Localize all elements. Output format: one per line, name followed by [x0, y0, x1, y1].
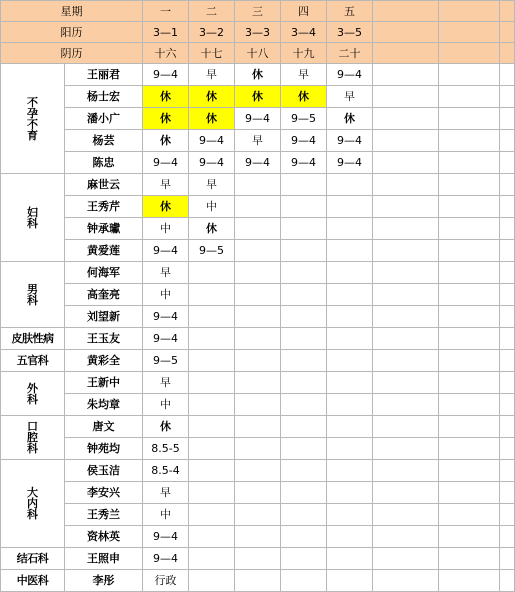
shift-cell: 休	[327, 108, 373, 130]
empty-cell	[439, 174, 500, 196]
empty-cell	[373, 240, 439, 262]
empty-cell	[500, 152, 515, 174]
empty-cell	[373, 284, 439, 306]
empty-cell	[439, 570, 500, 592]
shift-cell	[235, 570, 281, 592]
shift-cell	[281, 460, 327, 482]
doctor-name: 王新中	[65, 372, 143, 394]
doctor-name: 麻世云	[65, 174, 143, 196]
empty-cell	[500, 548, 515, 570]
shift-cell	[281, 372, 327, 394]
shift-cell: 早	[143, 174, 189, 196]
empty-cell	[500, 218, 515, 240]
empty-cell	[373, 64, 439, 86]
shift-cell: 9—5	[189, 240, 235, 262]
shift-cell	[327, 174, 373, 196]
shift-cell: 9—4	[143, 526, 189, 548]
empty-cell	[373, 306, 439, 328]
empty-cell	[500, 416, 515, 438]
department-name: 口 腔 科	[1, 416, 65, 460]
table-row	[1, 152, 515, 174]
shift-cell: 早	[143, 372, 189, 394]
shift-cell: 早	[327, 86, 373, 108]
empty-cell	[500, 284, 515, 306]
table-row	[1, 526, 515, 548]
shift-cell	[281, 438, 327, 460]
shift-cell	[235, 174, 281, 196]
empty-cell	[373, 1, 439, 22]
lunar-date-cell: 二十	[327, 43, 373, 64]
shift-cell: 休	[235, 64, 281, 86]
empty-cell	[373, 372, 439, 394]
empty-cell	[439, 504, 500, 526]
shift-cell: 9—5	[143, 350, 189, 372]
solar-date-cell: 3—1	[143, 22, 189, 43]
shift-cell: 8.5-5	[143, 438, 189, 460]
shift-cell: 9—4	[281, 152, 327, 174]
shift-cell	[281, 240, 327, 262]
shift-cell	[189, 482, 235, 504]
table-row	[1, 196, 515, 218]
empty-cell	[373, 262, 439, 284]
empty-cell	[439, 526, 500, 548]
department-name: 结石科	[1, 548, 65, 570]
shift-cell	[189, 570, 235, 592]
shift-cell: 9—4	[189, 130, 235, 152]
shift-cell	[235, 372, 281, 394]
table-row	[1, 174, 515, 196]
shift-cell	[281, 306, 327, 328]
shift-cell: 休	[189, 86, 235, 108]
shift-cell: 9—4	[281, 130, 327, 152]
doctor-name: 潘小广	[65, 108, 143, 130]
empty-cell	[500, 460, 515, 482]
solar-date-cell: 3—3	[235, 22, 281, 43]
lunar-date-cell: 十七	[189, 43, 235, 64]
lunar-header-row	[1, 43, 515, 64]
shift-cell: 中	[143, 218, 189, 240]
weekday-cell: 二	[189, 1, 235, 22]
doctor-name: 钟苑均	[65, 438, 143, 460]
empty-cell	[500, 482, 515, 504]
shift-cell	[281, 570, 327, 592]
empty-cell	[500, 262, 515, 284]
shift-cell	[235, 438, 281, 460]
solar-label: 阳历	[1, 22, 143, 43]
empty-cell	[439, 1, 500, 22]
shift-cell: 早	[143, 482, 189, 504]
shift-cell	[281, 526, 327, 548]
shift-cell: 早	[235, 130, 281, 152]
department-name: 大 内 科	[1, 460, 65, 548]
shift-cell	[235, 504, 281, 526]
shift-cell: 9—4	[235, 108, 281, 130]
shift-cell	[327, 460, 373, 482]
shift-cell: 9—4	[327, 64, 373, 86]
solar-date-cell: 3—4	[281, 22, 327, 43]
doctor-name: 王玉友	[65, 328, 143, 350]
shift-cell	[189, 526, 235, 548]
shift-cell: 休	[143, 196, 189, 218]
shift-cell	[327, 350, 373, 372]
empty-cell	[373, 22, 439, 43]
shift-cell	[327, 262, 373, 284]
empty-cell	[500, 64, 515, 86]
shift-cell	[281, 416, 327, 438]
shift-cell: 早	[143, 262, 189, 284]
shift-cell	[189, 394, 235, 416]
empty-cell	[500, 1, 515, 22]
empty-cell	[439, 218, 500, 240]
solar-header-row	[1, 22, 515, 43]
table-row	[1, 548, 515, 570]
shift-cell: 早	[189, 64, 235, 86]
empty-cell	[439, 306, 500, 328]
shift-cell	[281, 482, 327, 504]
empty-cell	[373, 416, 439, 438]
shift-cell	[235, 482, 281, 504]
empty-cell	[439, 130, 500, 152]
empty-cell	[500, 196, 515, 218]
doctor-name: 杨芸	[65, 130, 143, 152]
shift-cell: 9—4	[235, 152, 281, 174]
department-name: 不 孕 不 育	[1, 64, 65, 174]
doctor-name: 何海军	[65, 262, 143, 284]
doctor-name: 黄彩全	[65, 350, 143, 372]
empty-cell	[500, 86, 515, 108]
shift-cell: 中	[143, 394, 189, 416]
shift-cell	[327, 526, 373, 548]
empty-cell	[439, 460, 500, 482]
empty-cell	[373, 196, 439, 218]
table-row	[1, 64, 515, 86]
weekday-cell: 三	[235, 1, 281, 22]
shift-cell	[327, 504, 373, 526]
empty-cell	[439, 43, 500, 64]
shift-cell	[327, 372, 373, 394]
table-row	[1, 350, 515, 372]
empty-cell	[373, 350, 439, 372]
shift-cell	[281, 174, 327, 196]
shift-cell	[189, 306, 235, 328]
empty-cell	[373, 570, 439, 592]
solar-date-cell: 3—5	[327, 22, 373, 43]
weekday-cell: 一	[143, 1, 189, 22]
doctor-name: 高奎亮	[65, 284, 143, 306]
department-name: 外 科	[1, 372, 65, 416]
empty-cell	[439, 240, 500, 262]
shift-cell: 休	[189, 218, 235, 240]
lunar-date-cell: 十六	[143, 43, 189, 64]
empty-cell	[439, 372, 500, 394]
empty-cell	[500, 130, 515, 152]
empty-cell	[373, 218, 439, 240]
shift-cell	[327, 548, 373, 570]
shift-cell	[235, 350, 281, 372]
doctor-name: 王秀兰	[65, 504, 143, 526]
lunar-date-cell: 十九	[281, 43, 327, 64]
empty-cell	[373, 108, 439, 130]
table-row	[1, 460, 515, 482]
empty-cell	[439, 108, 500, 130]
department-name: 男 科	[1, 262, 65, 328]
doctor-name: 侯玉洁	[65, 460, 143, 482]
shift-cell	[235, 526, 281, 548]
shift-cell	[189, 284, 235, 306]
doctor-name: 陈忠	[65, 152, 143, 174]
table-row	[1, 218, 515, 240]
shift-cell: 9—5	[281, 108, 327, 130]
shift-cell: 9—4	[143, 64, 189, 86]
shift-cell: 9—4	[327, 152, 373, 174]
shift-cell: 休	[235, 86, 281, 108]
shift-cell	[281, 262, 327, 284]
empty-cell	[500, 504, 515, 526]
empty-cell	[500, 438, 515, 460]
empty-cell	[439, 284, 500, 306]
table-row	[1, 108, 515, 130]
empty-cell	[439, 350, 500, 372]
shift-cell: 早	[189, 174, 235, 196]
empty-cell	[373, 438, 439, 460]
weekday-header-row	[1, 1, 515, 22]
empty-cell	[439, 394, 500, 416]
doctor-name: 王照申	[65, 548, 143, 570]
empty-cell	[439, 22, 500, 43]
shift-cell	[281, 394, 327, 416]
empty-cell	[500, 108, 515, 130]
shift-cell: 休	[189, 108, 235, 130]
table-row	[1, 240, 515, 262]
shift-cell	[189, 350, 235, 372]
doctor-name: 杨士宏	[65, 86, 143, 108]
shift-cell: 休	[281, 86, 327, 108]
empty-cell	[373, 394, 439, 416]
shift-cell	[327, 394, 373, 416]
shift-cell: 9—4	[143, 548, 189, 570]
shift-cell	[235, 460, 281, 482]
lunar-label: 阴历	[1, 43, 143, 64]
empty-cell	[500, 350, 515, 372]
shift-cell	[327, 284, 373, 306]
shift-cell	[327, 196, 373, 218]
doctor-name: 刘望新	[65, 306, 143, 328]
empty-cell	[500, 174, 515, 196]
empty-cell	[439, 416, 500, 438]
empty-cell	[439, 196, 500, 218]
shift-cell	[327, 416, 373, 438]
weekday-cell: 四	[281, 1, 327, 22]
shift-cell: 休	[143, 130, 189, 152]
shift-cell: 休	[143, 416, 189, 438]
shift-cell: 早	[281, 64, 327, 86]
doctor-name: 唐文	[65, 416, 143, 438]
empty-cell	[439, 482, 500, 504]
table-row	[1, 284, 515, 306]
empty-cell	[373, 526, 439, 548]
empty-cell	[439, 438, 500, 460]
empty-cell	[373, 43, 439, 64]
empty-cell	[439, 152, 500, 174]
shift-cell: 行政	[143, 570, 189, 592]
shift-cell: 9—4	[189, 152, 235, 174]
department-name: 五官科	[1, 350, 65, 372]
doctor-name: 王秀芹	[65, 196, 143, 218]
shift-cell: 中	[143, 284, 189, 306]
table-row	[1, 416, 515, 438]
shift-cell: 9—4	[143, 152, 189, 174]
shift-cell	[327, 306, 373, 328]
empty-cell	[500, 570, 515, 592]
shift-cell	[189, 504, 235, 526]
table-row	[1, 328, 515, 350]
department-name: 妇 科	[1, 174, 65, 262]
shift-cell: 8.5-4	[143, 460, 189, 482]
empty-cell	[373, 328, 439, 350]
shift-cell	[189, 328, 235, 350]
table-row	[1, 130, 515, 152]
shift-cell	[235, 394, 281, 416]
shift-cell: 休	[143, 108, 189, 130]
weekday-label: 星期	[1, 1, 143, 22]
shift-cell	[281, 350, 327, 372]
empty-cell	[373, 174, 439, 196]
shift-cell	[235, 262, 281, 284]
shift-cell	[327, 482, 373, 504]
shift-cell: 9—4	[143, 306, 189, 328]
shift-cell	[235, 196, 281, 218]
table-row	[1, 482, 515, 504]
shift-cell	[327, 218, 373, 240]
shift-cell	[235, 328, 281, 350]
doctor-name: 钟承瓛	[65, 218, 143, 240]
shift-cell: 9—4	[143, 240, 189, 262]
shift-cell	[189, 262, 235, 284]
doctor-name: 黄爱莲	[65, 240, 143, 262]
shift-cell	[235, 416, 281, 438]
doctor-name: 李安兴	[65, 482, 143, 504]
table-row	[1, 504, 515, 526]
empty-cell	[500, 306, 515, 328]
shift-cell	[235, 284, 281, 306]
shift-cell	[189, 372, 235, 394]
empty-cell	[373, 460, 439, 482]
shift-cell	[327, 240, 373, 262]
doctor-name: 朱均章	[65, 394, 143, 416]
shift-cell	[281, 548, 327, 570]
shift-cell	[235, 218, 281, 240]
shift-cell	[189, 460, 235, 482]
shift-cell	[327, 438, 373, 460]
empty-cell	[373, 482, 439, 504]
empty-cell	[373, 130, 439, 152]
empty-cell	[439, 64, 500, 86]
shift-cell	[281, 504, 327, 526]
shift-cell: 中	[189, 196, 235, 218]
empty-cell	[439, 548, 500, 570]
lunar-date-cell: 十八	[235, 43, 281, 64]
department-name: 中医科	[1, 570, 65, 592]
empty-cell	[500, 22, 515, 43]
empty-cell	[439, 328, 500, 350]
table-row	[1, 394, 515, 416]
empty-cell	[373, 152, 439, 174]
department-name: 皮肤性病	[1, 328, 65, 350]
table-row	[1, 86, 515, 108]
shift-cell	[281, 328, 327, 350]
table-row	[1, 372, 515, 394]
table-row	[1, 438, 515, 460]
shift-cell	[235, 548, 281, 570]
empty-cell	[500, 372, 515, 394]
solar-date-cell: 3—2	[189, 22, 235, 43]
weekday-cell: 五	[327, 1, 373, 22]
shift-cell	[281, 196, 327, 218]
shift-cell: 9—4	[327, 130, 373, 152]
shift-cell	[189, 438, 235, 460]
shift-cell: 中	[143, 504, 189, 526]
empty-cell	[500, 526, 515, 548]
shift-cell	[189, 416, 235, 438]
shift-cell: 9—4	[143, 328, 189, 350]
shift-cell	[235, 240, 281, 262]
empty-cell	[439, 86, 500, 108]
empty-cell	[373, 86, 439, 108]
doctor-name: 李彤	[65, 570, 143, 592]
empty-cell	[500, 394, 515, 416]
shift-cell	[327, 570, 373, 592]
shift-cell	[281, 284, 327, 306]
empty-cell	[439, 262, 500, 284]
shift-cell: 休	[143, 86, 189, 108]
table-row	[1, 262, 515, 284]
doctor-name: 资林英	[65, 526, 143, 548]
shift-cell	[327, 328, 373, 350]
empty-cell	[373, 548, 439, 570]
shift-cell	[235, 306, 281, 328]
shift-cell	[189, 548, 235, 570]
empty-cell	[373, 504, 439, 526]
shift-cell	[281, 218, 327, 240]
table-row	[1, 306, 515, 328]
empty-cell	[500, 328, 515, 350]
empty-cell	[500, 43, 515, 64]
table-row	[1, 570, 515, 592]
doctor-name: 王丽君	[65, 64, 143, 86]
empty-cell	[500, 240, 515, 262]
